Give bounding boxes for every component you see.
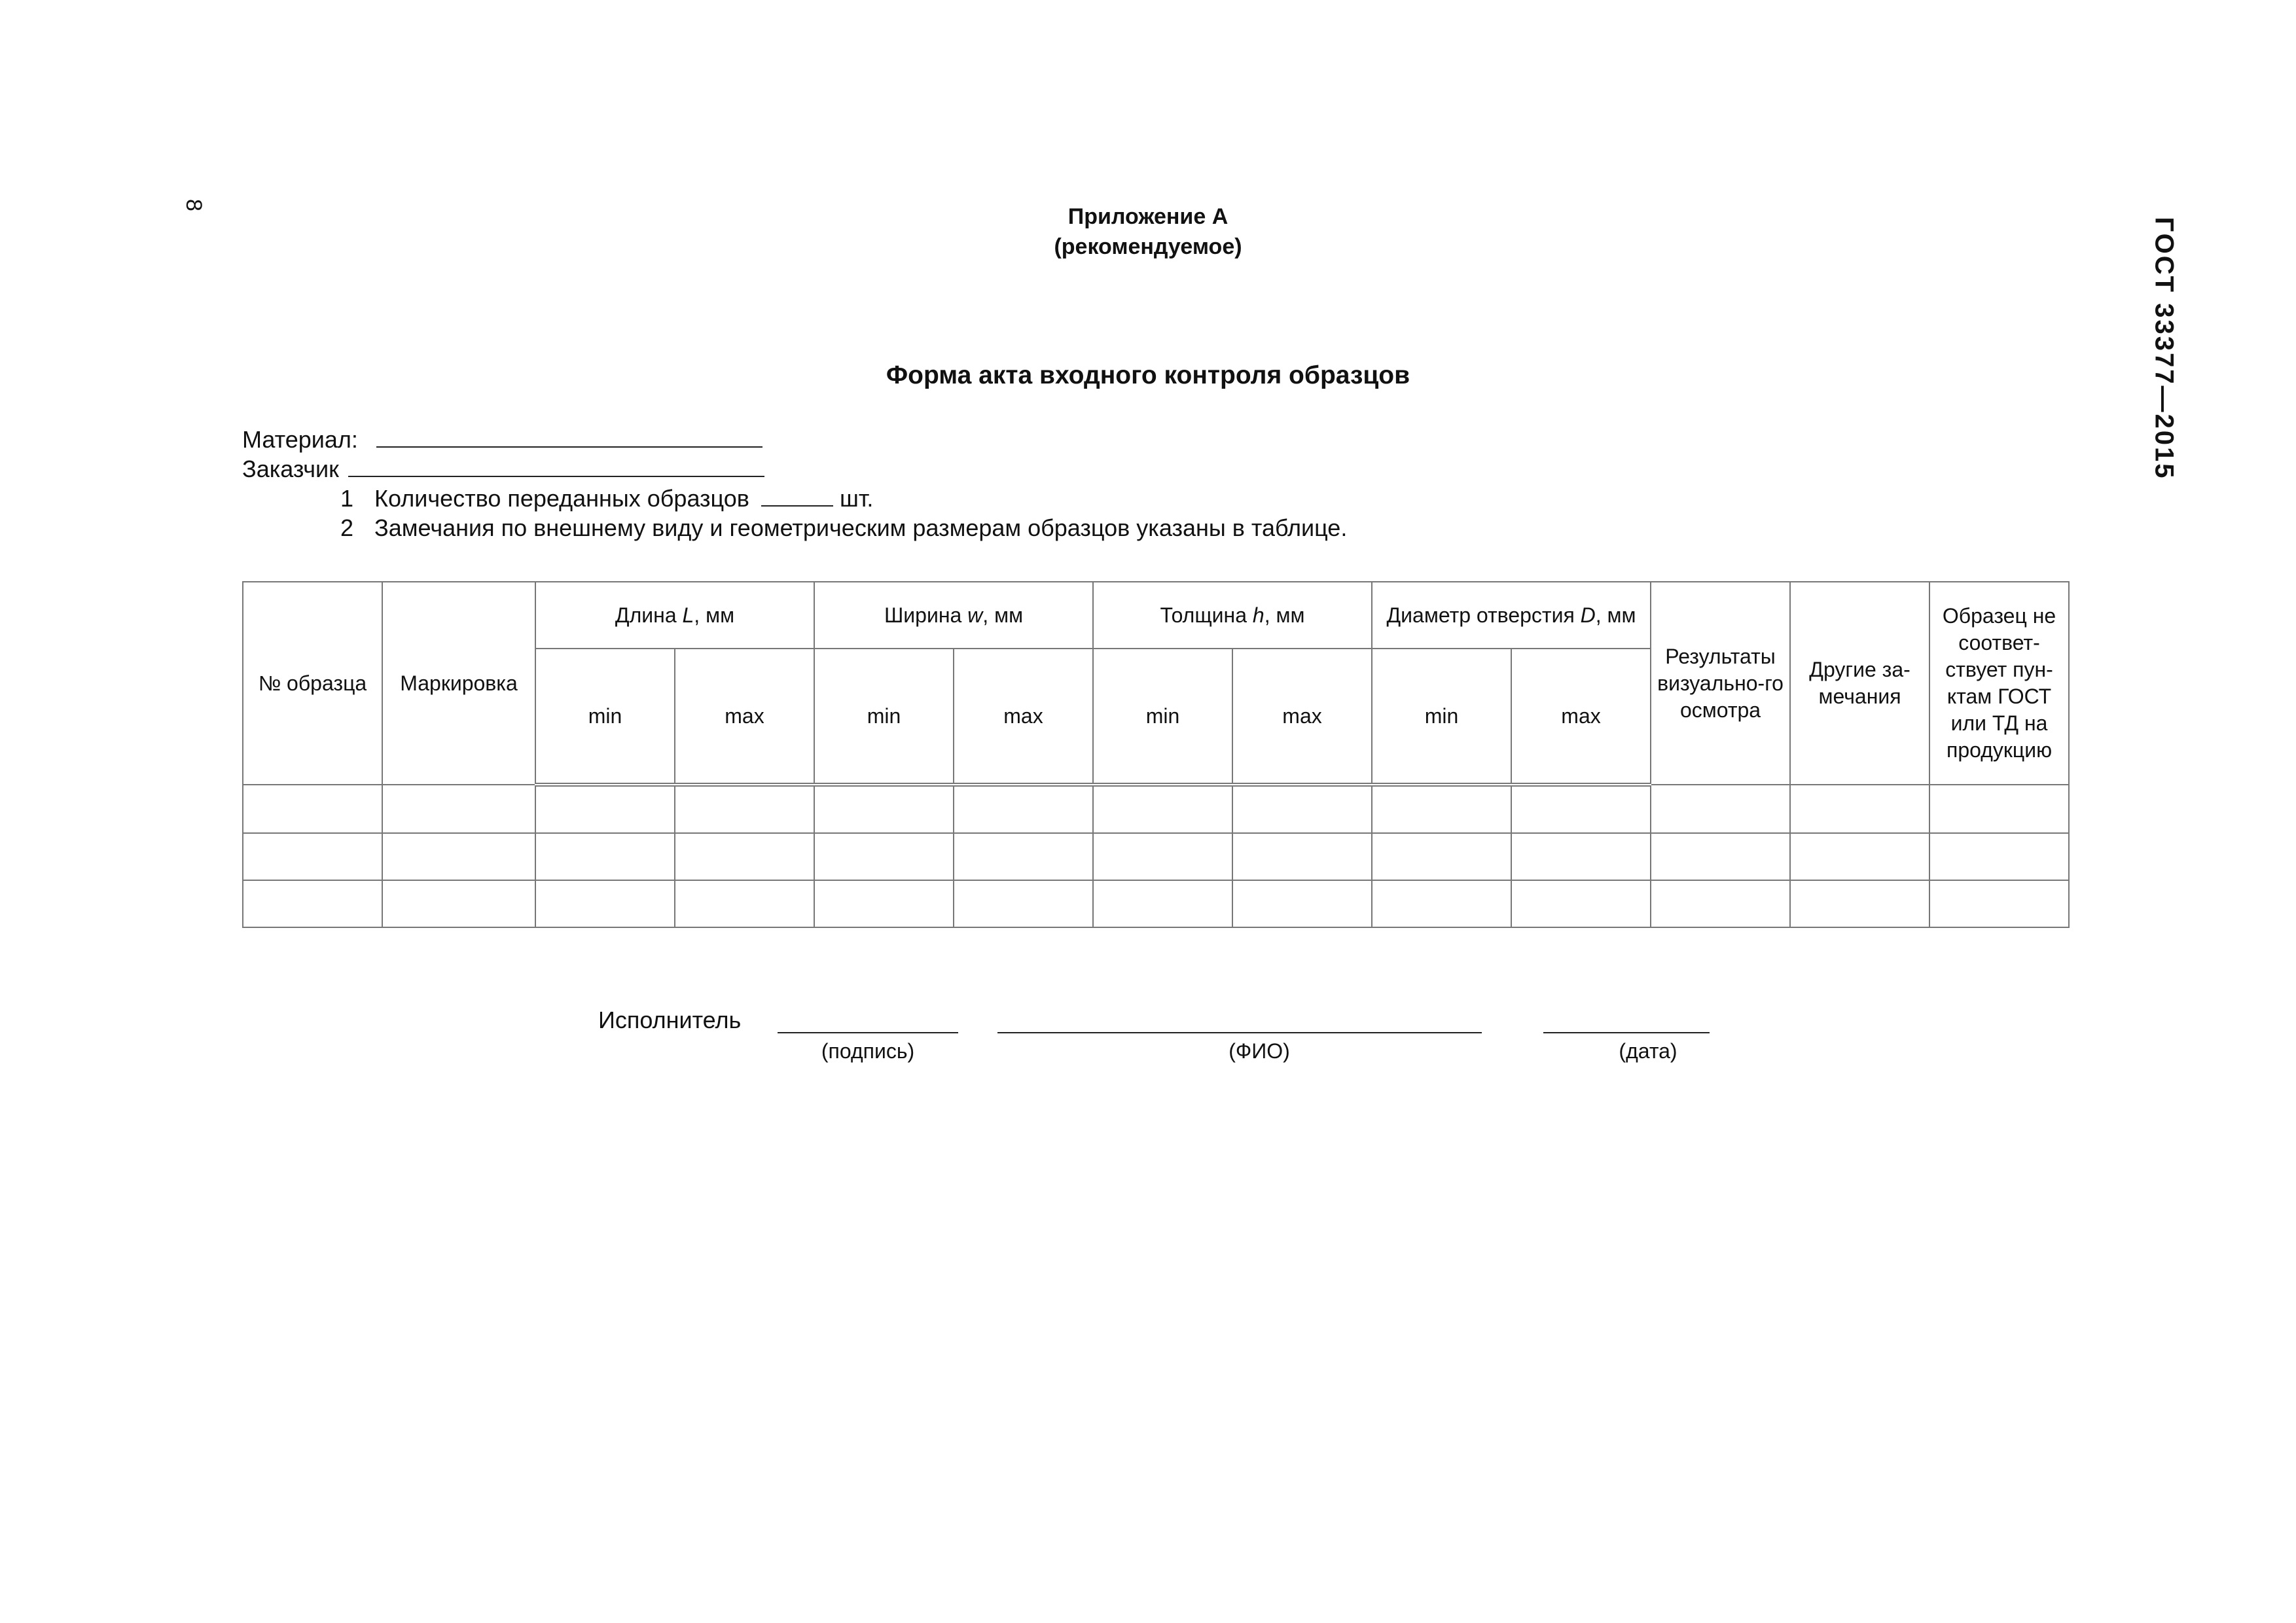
table-cell[interactable] (1790, 785, 1929, 833)
table-cell[interactable] (1929, 785, 2069, 833)
table-cell[interactable] (954, 833, 1093, 880)
table-cell[interactable] (243, 785, 382, 833)
note-2 (340, 514, 1347, 542)
table-cell[interactable] (382, 880, 535, 927)
full-name-caption: (ФИО) (1229, 1039, 1290, 1063)
note-text: Замечания по внешнему виду и геометрическим размерам образцов указаны в таблице. (374, 514, 1348, 541)
table-cell[interactable] (814, 833, 954, 880)
date-line[interactable] (1543, 1032, 1710, 1033)
table-cell[interactable] (814, 880, 954, 927)
table-cell[interactable] (1372, 833, 1511, 880)
thickness-min: min (1093, 649, 1232, 785)
table-row (243, 785, 2069, 833)
header-thickness: Толщина h, мм (1093, 582, 1372, 649)
table-cell[interactable] (1651, 833, 1790, 880)
table-cell[interactable] (1929, 833, 2069, 880)
header-width: Ширина w, мм (814, 582, 1093, 649)
table-cell[interactable] (1093, 785, 1232, 833)
full-name-line[interactable] (997, 1032, 1482, 1033)
header-nonconformity: Образец не соответ-ствует пун-ктам ГОСТ или ТД на продукцию (1929, 582, 2069, 785)
table-cell[interactable] (1372, 785, 1511, 833)
table-cell[interactable] (535, 833, 675, 880)
table-cell[interactable] (1232, 785, 1372, 833)
customer-field (242, 455, 764, 483)
note-1 (340, 484, 873, 512)
table-cell[interactable] (675, 880, 814, 927)
table-cell[interactable] (535, 785, 675, 833)
diameter-min: min (1372, 649, 1511, 785)
table-cell[interactable] (1511, 880, 1651, 927)
header-visual-results: Результаты визуально-го осмотра (1651, 582, 1790, 785)
material-field (242, 425, 762, 454)
width-max: max (954, 649, 1093, 785)
signature-line[interactable] (778, 1032, 958, 1033)
table-cell[interactable] (382, 833, 535, 880)
table-cell[interactable] (1511, 833, 1651, 880)
table-cell[interactable] (382, 785, 535, 833)
width-min: min (814, 649, 954, 785)
header-marking: Маркировка (382, 582, 535, 785)
thickness-max: max (1232, 649, 1372, 785)
material-blank[interactable] (376, 425, 762, 448)
header-length: Длина L, мм (535, 582, 814, 649)
length-min: min (535, 649, 675, 785)
note-number: 1 (340, 485, 354, 512)
table-cell[interactable] (1232, 833, 1372, 880)
table-cell[interactable] (1093, 833, 1232, 880)
table-row (243, 880, 2069, 927)
table-row (243, 833, 2069, 880)
length-max: max (675, 649, 814, 785)
table-cell[interactable] (1093, 880, 1232, 927)
header-sample-no: № образца (243, 582, 382, 785)
table-cell[interactable] (675, 785, 814, 833)
diameter-max: max (1511, 649, 1651, 785)
table-cell[interactable] (243, 833, 382, 880)
table-cell[interactable] (1790, 833, 1929, 880)
table-cell[interactable] (954, 785, 1093, 833)
table-cell[interactable] (675, 833, 814, 880)
table-cell[interactable] (814, 785, 954, 833)
header-other-remarks: Другие за-мечания (1790, 582, 1929, 785)
form-title: Форма акта входного контроля образцов (886, 361, 1410, 389)
note-number: 2 (340, 514, 354, 541)
inspection-table (242, 581, 2070, 928)
standard-designation: ГОСТ 33377—2015 (2149, 217, 2179, 480)
table-cell[interactable] (1651, 880, 1790, 927)
signature-caption: (подпись) (821, 1039, 915, 1063)
table-cell[interactable] (1929, 880, 2069, 927)
page-number: 8 (181, 199, 206, 211)
date-caption: (дата) (1619, 1039, 1677, 1063)
table-cell[interactable] (954, 880, 1093, 927)
appendix-title: Приложение А (1067, 204, 1229, 229)
appendix-subtitle: (рекомендуемое) (1054, 234, 1242, 259)
material-label: Материал: (242, 426, 358, 453)
sample-count-blank[interactable] (761, 484, 833, 507)
table-cell[interactable] (1232, 880, 1372, 927)
table-cell[interactable] (1372, 880, 1511, 927)
note-text: Количество переданных образцов (374, 485, 749, 512)
customer-blank[interactable] (348, 455, 764, 477)
table-cell[interactable] (243, 880, 382, 927)
table-cell[interactable] (1790, 880, 1929, 927)
table-cell[interactable] (535, 880, 675, 927)
table-cell[interactable] (1511, 785, 1651, 833)
note-unit: шт. (839, 485, 874, 512)
executor-label: Исполнитель (598, 1007, 742, 1033)
header-hole-diameter: Диаметр отверстия D, мм (1372, 582, 1651, 649)
customer-label: Заказчик (242, 455, 339, 482)
table-header-row (243, 582, 2069, 649)
table-cell[interactable] (1651, 785, 1790, 833)
